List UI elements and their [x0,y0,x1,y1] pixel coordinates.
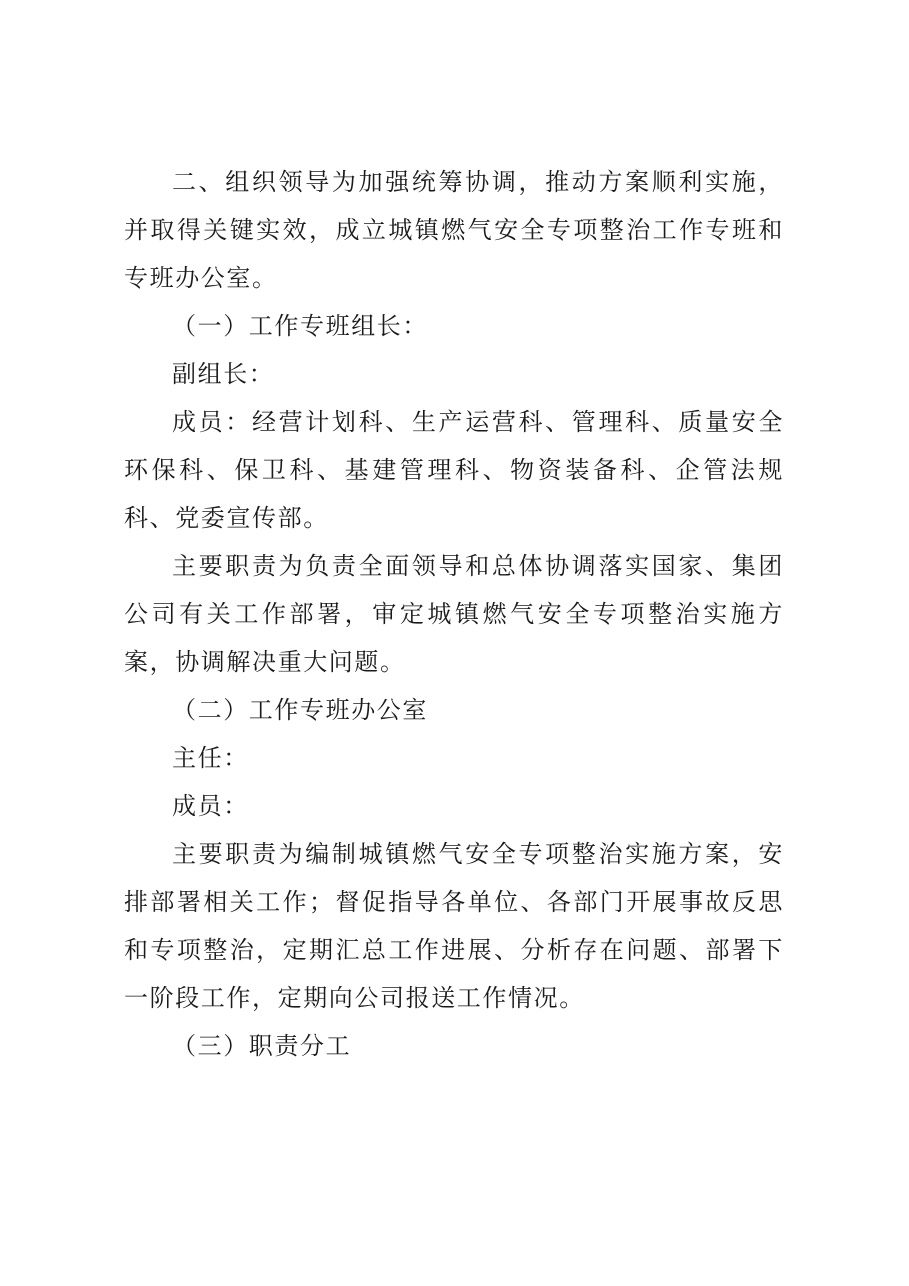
main-duties-paragraph-two: 主要职责为编制城镇燃气安全专项整治实施方案，安排部署相关工作；督促指导各单位、各部门开展事故反思和专项整治，定期汇总工作进展、分析存在问题、部署下一阶段工作，定期向公司报送工作情况。 [124,840,784,1012]
deputy-leader-line: 副组长： [172,360,275,388]
subsection-two-heading: （二）工作专班办公室 [172,696,428,724]
members-list-paragraph: 成员：经营计划科、生产运营科、管理科、质量安全环保科、保卫科、基建管理科、物资装备科、企管法规科、党委宣传部。 [124,408,784,532]
subsection-three-heading: （三）职责分工 [172,1032,352,1060]
office-members-line: 成员： [172,792,249,820]
director-line: 主任： [172,744,249,772]
main-duties-paragraph-one: 主要职责为负责全面领导和总体协调落实国家、集团公司有关工作部署，审定城镇燃气安全专项整治实施方案，协调解决重大问题。 [124,552,784,676]
subsection-one-heading: （一）工作专班组长： [172,312,428,340]
document-body [124,158,784,1070]
section-two-organization-paragraph: 二、组织领导为加强统筹协调，推动方案顺利实施，并取得关键实效，成立城镇燃气安全专项整治工作专班和专班办公室。 [124,168,784,292]
